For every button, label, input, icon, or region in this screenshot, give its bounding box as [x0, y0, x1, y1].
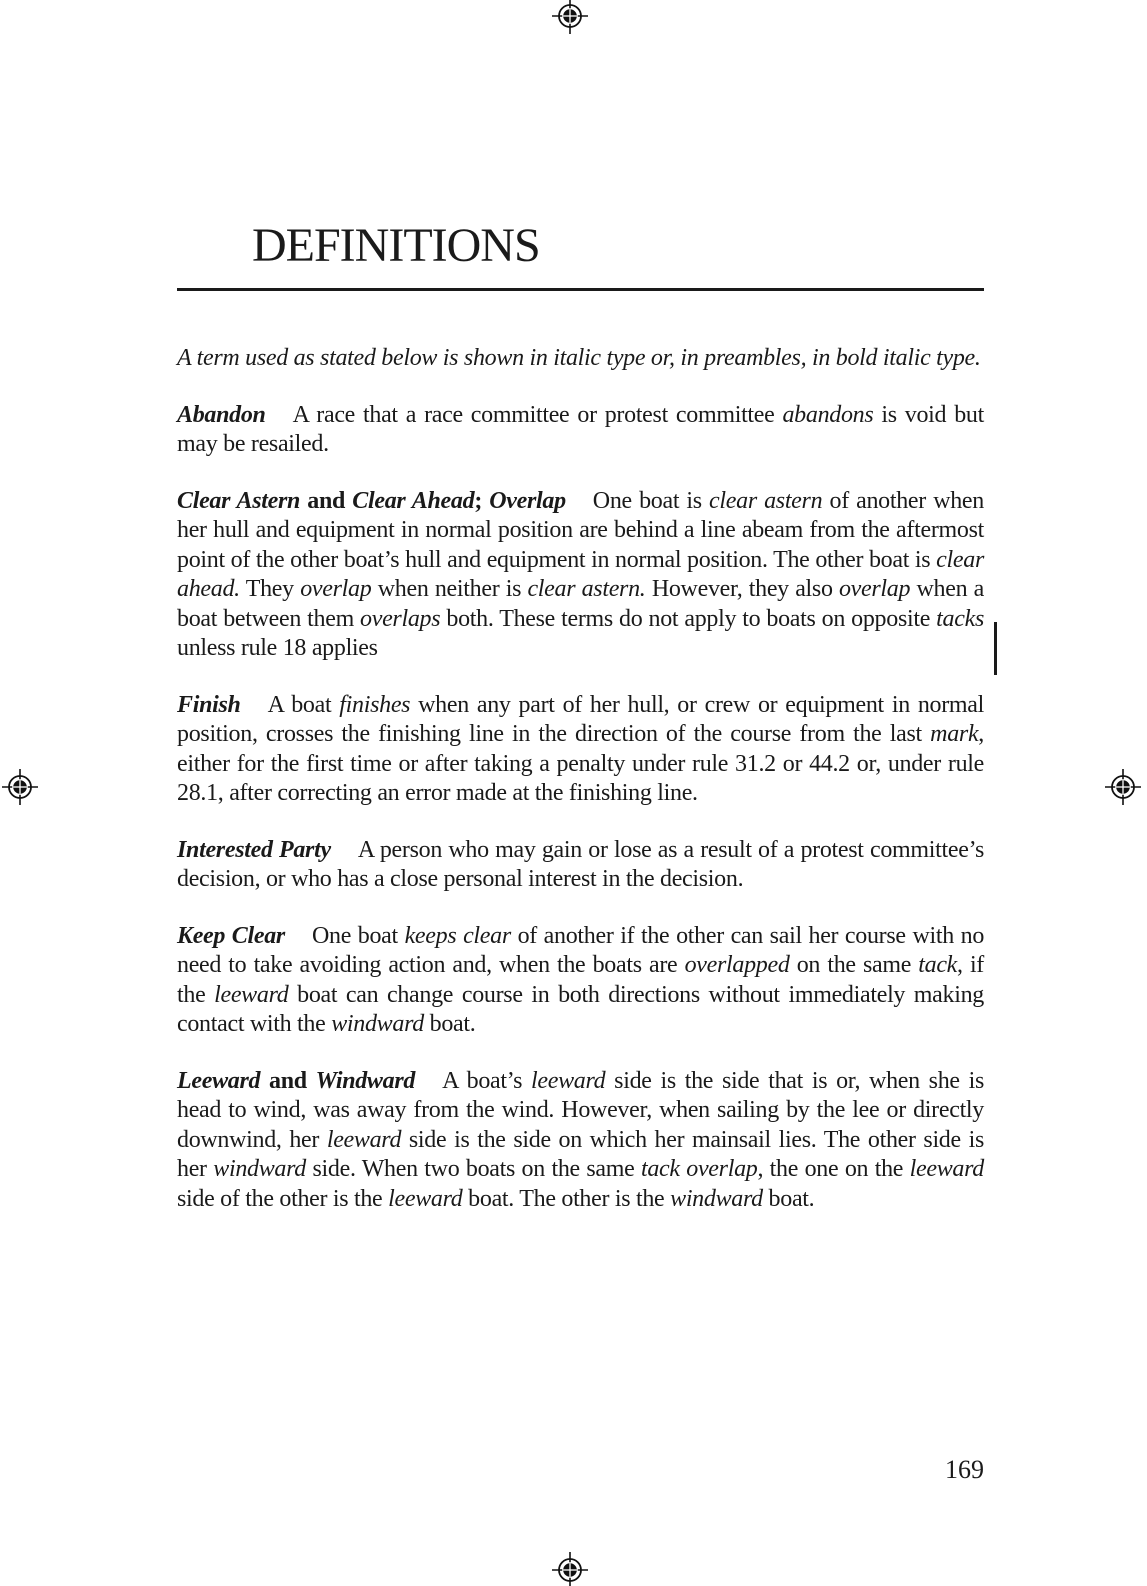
text-run: side is the side on which her mainsail lies. The other side is her — [177, 1126, 984, 1182]
text-run: on the same — [789, 952, 919, 978]
text-run: leeward — [214, 981, 289, 1008]
text-run: windward — [670, 1185, 763, 1212]
page-title: DEFINITIONS — [252, 219, 540, 272]
text-run: overlapped — [684, 952, 790, 978]
text-run: overlaps — [360, 605, 441, 632]
paragraph-interested-party — [177, 836, 984, 895]
text-run: both. These terms do not apply to boats on opposite — [440, 605, 937, 632]
text-run: clear astern. — [527, 576, 646, 602]
paragraph-finish — [177, 691, 984, 809]
text-run: clear astern — [709, 487, 823, 514]
registration-mark-right-icon — [1105, 769, 1141, 805]
paragraph-abandon — [177, 401, 984, 460]
definitions-body — [177, 344, 984, 1241]
text-run: Clear Ahead — [352, 487, 475, 514]
text-run: leeward — [531, 1067, 606, 1094]
text-run: boat. The other is the — [462, 1185, 671, 1212]
text-run: Windward — [315, 1067, 416, 1094]
registration-mark-bottom-icon — [552, 1552, 588, 1586]
text-run: boat can change course in both directions without immediately making contact with the — [177, 981, 984, 1037]
text-run: side is the side that is or, when she is head to wind, was away from the wind. However, when sailing by the lee or directly downwind, her — [177, 1067, 984, 1153]
text-run: , if the — [177, 952, 985, 1008]
text-run: when any part of her hull, or crew or equipment in normal position, crosses the finishing line in the direction of the course from the last — [177, 691, 985, 747]
text-run: tacks — [936, 605, 984, 632]
text-run: Abandon — [177, 401, 266, 428]
text-run: , either for the first time or after taking a penalty under rule 31.2 or 44.2 or, under rule 28.1, after correcting an error made at the finishing line. — [177, 721, 984, 806]
text-run: A person who may gain or lose as a result of a protest committee’s decision, or who has a close personal interest in the decision. — [177, 836, 984, 892]
text-run: tack overlap — [640, 1156, 758, 1182]
registration-mark-top-icon — [552, 0, 588, 34]
text-run: A boat — [267, 691, 340, 718]
text-run: unless rule 18 applies — [177, 635, 378, 661]
paragraph-clear-astern-clear-ahead-overlap — [177, 487, 984, 664]
text-run: of another when her hull and equipment in normal position are behind a line abeam from the aftermost point of the other boat’s hull and equipment in normal position. The other boat is — [177, 487, 984, 573]
text-run: Leeward — [177, 1067, 261, 1094]
paragraph-leeward-windward — [177, 1067, 984, 1215]
text-run: leeward — [909, 1156, 984, 1182]
text-run: leeward — [388, 1185, 463, 1212]
text-run: finishes — [339, 691, 411, 718]
title-rule — [177, 288, 984, 291]
text-run: of another if the other can sail her course with no need to take avoiding action and, when the boats are — [177, 922, 985, 978]
text-run: A term used as stated below is shown in italic type or, in preambles, in bold italic type. — [177, 345, 981, 371]
text-run: They — [239, 576, 301, 602]
text-run: boat. — [423, 1011, 476, 1037]
text-run: Overlap — [489, 487, 566, 514]
text-run: A race that a race committee or protest committee — [292, 401, 783, 428]
text-run: and — [260, 1067, 316, 1094]
text-run: One boat — [311, 922, 405, 949]
paragraph-keep-clear — [177, 922, 984, 1040]
text-run: keeps clear — [404, 922, 511, 949]
text-run: when neither is — [371, 576, 528, 602]
text-run: when a boat between them — [177, 576, 984, 632]
text-run: tack — [918, 952, 958, 978]
text-run: ; — [474, 487, 490, 514]
text-run: , the one on the — [757, 1156, 910, 1182]
paragraph-intro — [177, 344, 984, 374]
text-run: overlap — [838, 576, 911, 602]
text-run: overlap — [300, 576, 372, 602]
text-run: Keep Clear — [177, 922, 285, 949]
text-run: side. When two boats on the same — [305, 1156, 641, 1182]
text-run: Finish — [177, 691, 241, 718]
text-run: clear ahead. — [177, 546, 984, 602]
text-run: However, they also — [645, 576, 839, 602]
text-run: windward — [213, 1156, 306, 1182]
text-run: leeward — [326, 1126, 402, 1153]
registration-mark-left-icon — [2, 769, 38, 805]
text-run: side of the other is the — [177, 1185, 389, 1212]
revision-change-bar — [994, 622, 997, 675]
text-run: One boat is — [592, 487, 710, 514]
text-run: Interested Party — [177, 836, 331, 863]
text-run: mark — [930, 721, 979, 747]
page-number: 169 — [945, 1455, 984, 1484]
text-run: Clear Astern — [177, 487, 301, 514]
text-run: is void but may be resailed. — [177, 401, 984, 457]
text-run: windward — [331, 1011, 424, 1037]
text-run: abandons — [782, 401, 874, 428]
text-run: and — [300, 487, 353, 514]
text-run: boat. — [762, 1185, 815, 1212]
text-run: A boat’s — [442, 1067, 531, 1094]
